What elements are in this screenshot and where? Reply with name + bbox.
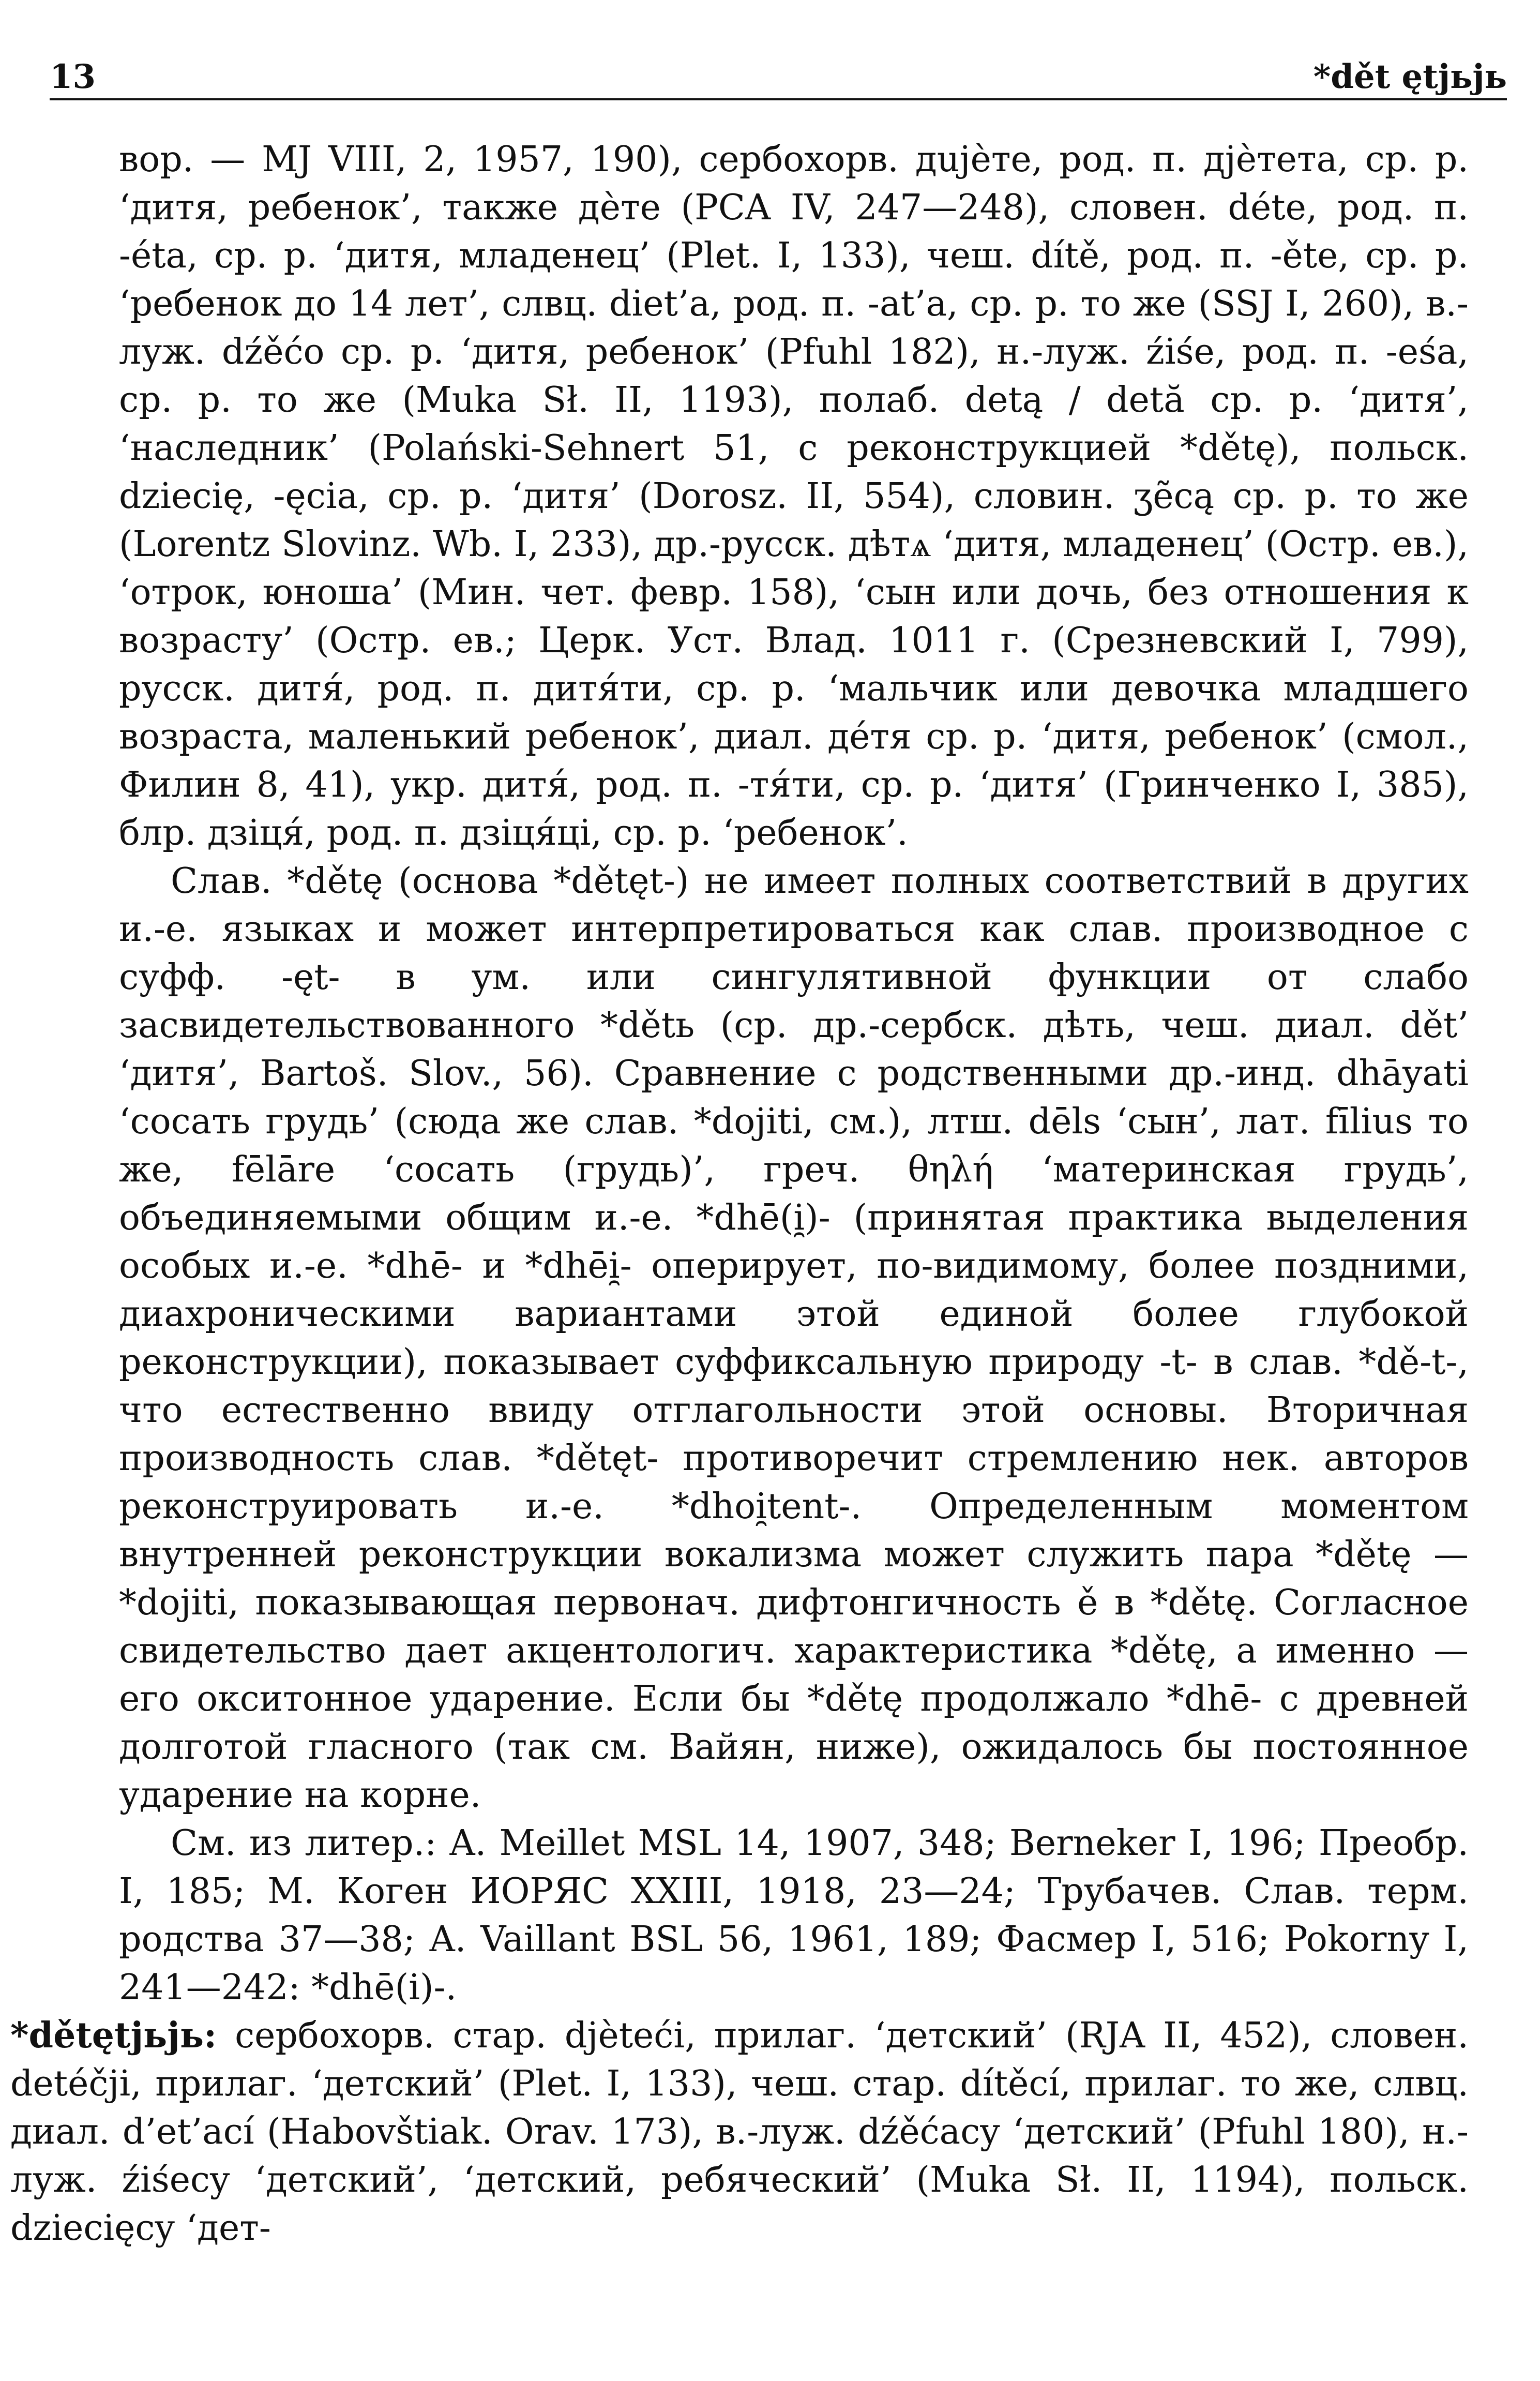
paragraph-continuation: вор. — MJ VIII, 2, 1957, 190), сербохорв. дujѐтe, род. п. дјѐтета, ср. р. ‘дитя, ребенок’, также дѐте (PCA IV, 247—248), словен. déte, род. п. -éta, ср. р. ‘дитя, младенец’ (Plet. I, 133), чеш. dítě, род. п. -ěte, ср. р. ‘ребенок до 14 лет’, слвц. diet’a, род. п. -at’a, ср. р. то же (SSJ I, 260), в.-луж. dźěćo ср. р. ‘дитя, ребенок’ (Pfuhl 182), н.-луж. źiśe, род. п. -eśa, ср. р. то же (Muka Sł. II, 1193), полаб. detą / detă ср. р. ‘дитя’, ‘наследник’ (Polański-Sehnert 51, с реконструкцией *dětę), польск. dziecię, -ęcia, ср. р. ‘дитя’ (Dorosz. II, 554), словин. ʒẽcą ср. р. то же (Lorentz Slovinz. Wb. I, 233), др.-русск. дѣтѧ ‘дитя, младенец’ (Остр. ев.), ‘отрок, юноша’ (Мин. чет. февр. 158), ‘сын или дочь, без отношения к возрасту’ (Остр. ев.; Церк. Уст. Влад. 1011 г. (Срезневский I, 799), русск. дитя́, род. п. дитя́ти, ср. р. ‘мальчик или девочка младшего возраста, маленький ребенок’, диал. де́тя ср. р. ‘дитя, ребенок’ (смол., Филин 8, 41), укр. дитя́, род. п. -тя́ти, ср. р. ‘дитя’ (Гринченко I, 385), блр. дзіця́, род. п. дзіця́ці, ср. р. ‘ребенок’. bbox=[119, 139, 1469, 853]
entry-headword: *dětętjьjь: bbox=[10, 2015, 217, 2056]
page-body bbox=[10, 136, 1469, 2252]
page-number: 13 bbox=[50, 57, 96, 96]
paragraph-literature: См. из литер.: A. Meillet MSL 14, 1907, 348; Berneker I, 196; Преобр. I, 185; М. Коген ИОРЯС XXIII, 1918, 23—24; Трубачев. Слав. терм. родства 37—38; A. Vaillant BSL 56, 1961, 189; Фасмер I, 516; Pokorny I, 241—242: *dhē(i)-. bbox=[119, 1823, 1469, 2008]
header-rule bbox=[50, 98, 1507, 100]
running-head: *dět ętjьjь bbox=[1313, 57, 1507, 96]
dictionary-entry bbox=[10, 2012, 1469, 2252]
page-header bbox=[50, 50, 1507, 96]
entry-text: сербохорв. стар. djèteći, прилаг. ‘детский’ (RJA II, 452), словен. detéčji, прилаг. ‘детский’ (Plet. I, 133), чеш. стар. dítěcí, прилаг. то же, слвц. диал. d’et’ací (Habovštiak. Orav. 173), в.-луж. dźěćacy ‘детский’ (Pfuhl 180), н.-луж. źiśecy ‘детский’, ‘детский, ребяческий’ (Muka Sł. II, 1194), польск. dziecięcy ‘дет- bbox=[10, 2015, 1469, 2249]
paragraph-etymology: Слав. *dětę (основа *dětęt-) не имеет полных соответствий в других и.-е. языках и может интерпретироваться как слав. производное с суфф. -ęt- в ум. или сингулятивной функции от слабо засвидетельствованного *dětь (ср. др.-сербск. дѣть, чеш. диал. dět’ ‘дитя’, Bartoš. Slov., 56). Сравнение с родственными др.-инд. dhāyati ‘сосать грудь’ (сюда же слав. *dojiti, см.), лтш. dēls ‘сын’, лат. fīlius то же, fēlāre ‘сосать (грудь)’, греч. θηλή ‘материнская грудь’, объединяемыми общим и.-е. *dhē(i̯)- (принятая практика выделения особых и.-е. *dhē- и *dhēi̯- оперирует, по-видимому, более поздними, диахроническими вариантами этой единой более глубокой реконструкции), показывает суффиксальную природу -t- в слав. *dě-t-, что естественно ввиду отглагольности этой основы. Вторичная производность слав. *dětęt- противоречит стремлению нек. авторов реконструировать и.-е. *dhoi̯tent-. Определенным моментом внутренней реконструкции вокализма может служить пара *dětę — *dojiti, показывающая первонач. дифтонгичность ě в *dětę. Согласное свидетельство дает акцентологич. характеристика *dětę, а именно — его окситонное ударение. Если бы *dětę продолжало *dhē- с древней долготой гласного (так см. Вайян, ниже), ожидалось бы постоянное ударение на корне. bbox=[119, 861, 1469, 1816]
